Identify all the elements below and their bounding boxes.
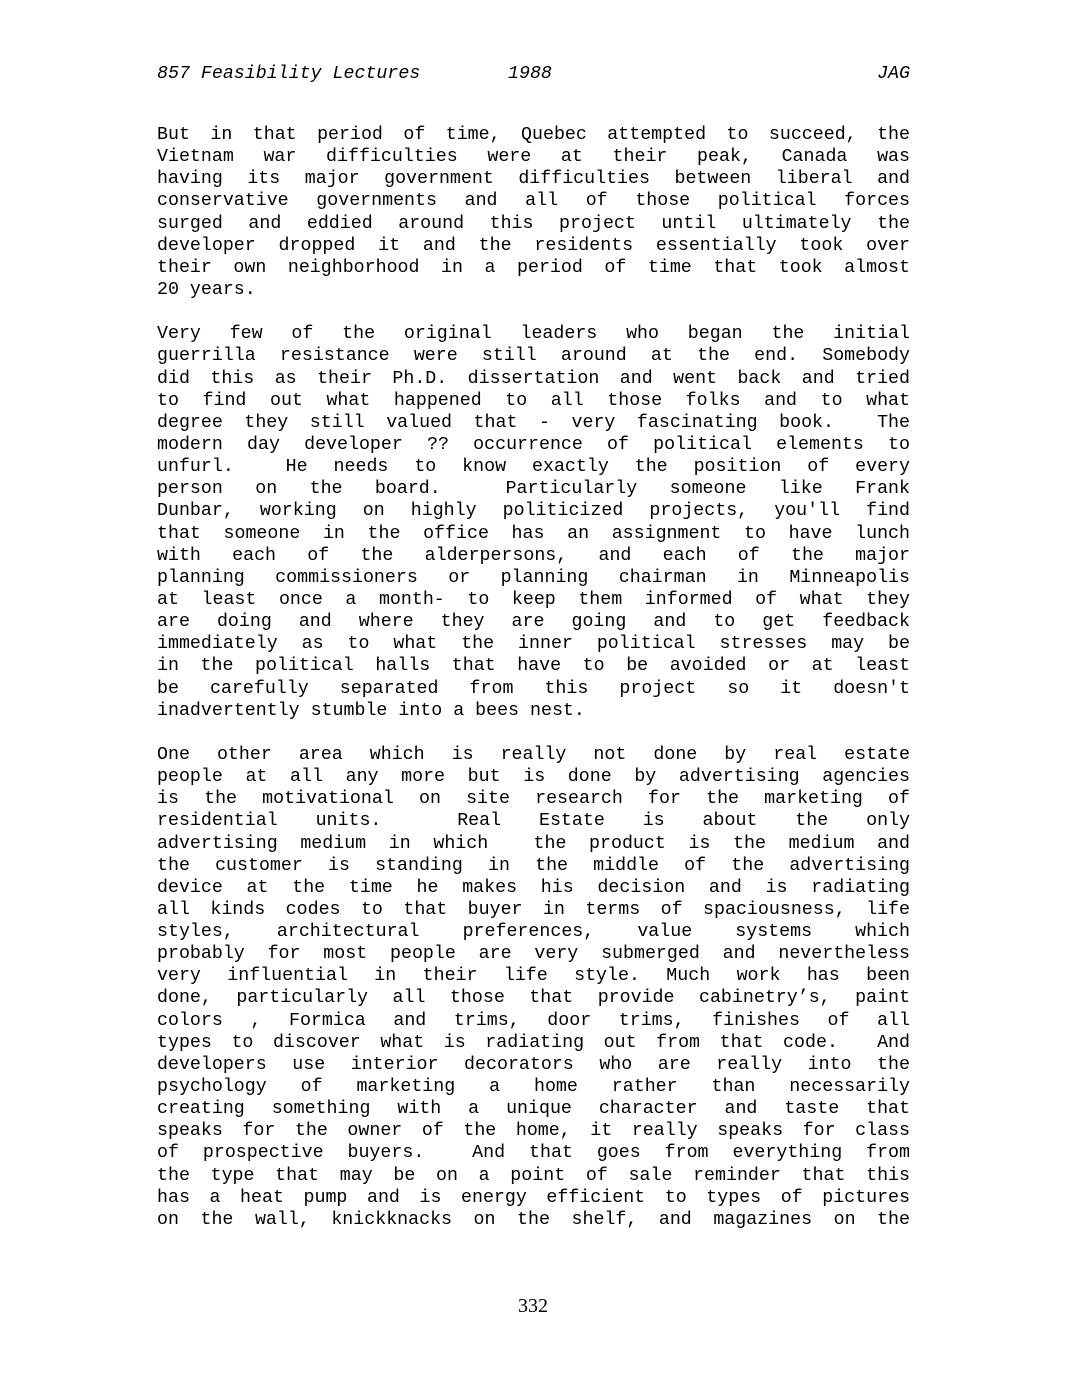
text-line: has a heat pump and is energy efficient to types of pictures: [157, 1187, 910, 1208]
text-line: conservative governments and all of those political forces: [157, 191, 910, 212]
paragraph: [157, 323, 910, 722]
body-text: [157, 124, 910, 1253]
text-line: colors , Formica and trims, door trims, finishes of all: [157, 1010, 910, 1031]
text-line: in the political halls that have to be avoided or at least: [157, 656, 910, 677]
text-line: their own neighborhood in a period of time that took almost: [157, 257, 910, 278]
text-line: Dunbar, working on highly politicized projects, you'll find: [157, 501, 910, 522]
text-line: very influential in their life style. Much work has been: [157, 966, 910, 987]
page-number: 332: [518, 1295, 548, 1317]
text-line: surged and eddied around this project until ultimately the: [157, 213, 910, 234]
text-line: are doing and where they are going and to get feedback: [157, 612, 910, 633]
text-line: modern day developer ?? occurrence of political elements to: [157, 434, 910, 455]
text-line: unfurl. He needs to know exactly the position of every: [157, 457, 910, 478]
text-line: One other area which is really not done by real estate: [157, 744, 910, 765]
header-year: 1988: [508, 64, 552, 84]
text-line: types to discover what is radiating out from that code. And: [157, 1032, 910, 1053]
text-line: styles, architectural preferences, value systems which: [157, 922, 910, 943]
text-line: inadvertently stumble into a bees nest.: [157, 700, 585, 721]
text-line: on the wall, knickknacks on the shelf, and magazines on the: [157, 1209, 910, 1230]
text-line: 20 years.: [157, 279, 256, 300]
text-line: of prospective buyers. And that goes from everything from: [157, 1143, 910, 1164]
text-line: having its major government difficulties between liberal and: [157, 169, 910, 190]
text-line: probably for most people are very submerged and nevertheless: [157, 944, 910, 965]
text-line: people at all any more but is done by advertising agencies: [157, 767, 910, 788]
text-line: done, particularly all those that provide cabinetry’s, paint: [157, 988, 910, 1009]
text-line: Vietnam war difficulties were at their peak, Canada was: [157, 147, 910, 168]
text-line: creating something with a unique character and taste that: [157, 1099, 910, 1120]
text-line: the type that may be on a point of sale reminder that this: [157, 1165, 910, 1186]
header-course-title: 857 Feasibility Lectures: [157, 64, 421, 84]
text-line: developer dropped it and the residents essentially took over: [157, 235, 910, 256]
text-line: Very few of the original leaders who began the initial: [157, 324, 910, 345]
text-line: advertising medium in which the product is the medium and: [157, 833, 910, 854]
text-line: device at the time he makes his decision and is radiating: [157, 877, 910, 898]
text-line: psychology of marketing a home rather than necessarily: [157, 1077, 910, 1098]
text-line: is the motivational on site research for the marketing of: [157, 789, 910, 810]
page-header: [157, 61, 910, 87]
text-line: But in that period of time, Quebec attempted to succeed, the: [157, 125, 910, 145]
text-line: that someone in the office has an assignment to have lunch: [157, 523, 910, 544]
text-line: to find out what happened to all those folks and to what: [157, 390, 910, 411]
header-author-initials: JAG: [877, 64, 910, 84]
text-line: planning commissioners or planning chairman in Minneapolis: [157, 567, 910, 588]
text-line: at least once a month- to keep them informed of what they: [157, 589, 910, 610]
paragraph: [157, 744, 910, 1231]
text-line: degree they still valued that - very fascinating book. The: [157, 412, 910, 433]
text-line: residential units. Real Estate is about the only: [157, 811, 910, 832]
text-line: with each of the alderpersons, and each of the major: [157, 545, 910, 566]
text-line: developers use interior decorators who are really into the: [157, 1054, 910, 1075]
text-line: be carefully separated from this project so it doesn't: [157, 678, 910, 699]
text-line: all kinds codes to that buyer in terms of spaciousness, life: [157, 899, 910, 920]
text-line: immediately as to what the inner political stresses may be: [157, 634, 910, 655]
text-line: did this as their Ph.D. dissertation and went back and tried: [157, 368, 910, 389]
paragraph: [157, 124, 910, 301]
text-line: guerrilla resistance were still around at the end. Somebody: [157, 346, 910, 367]
text-line: speaks for the owner of the home, it really speaks for class: [157, 1121, 910, 1142]
text-line: person on the board. Particularly someone like Frank: [157, 479, 910, 500]
text-line: the customer is standing in the middle of the advertising: [157, 855, 910, 876]
